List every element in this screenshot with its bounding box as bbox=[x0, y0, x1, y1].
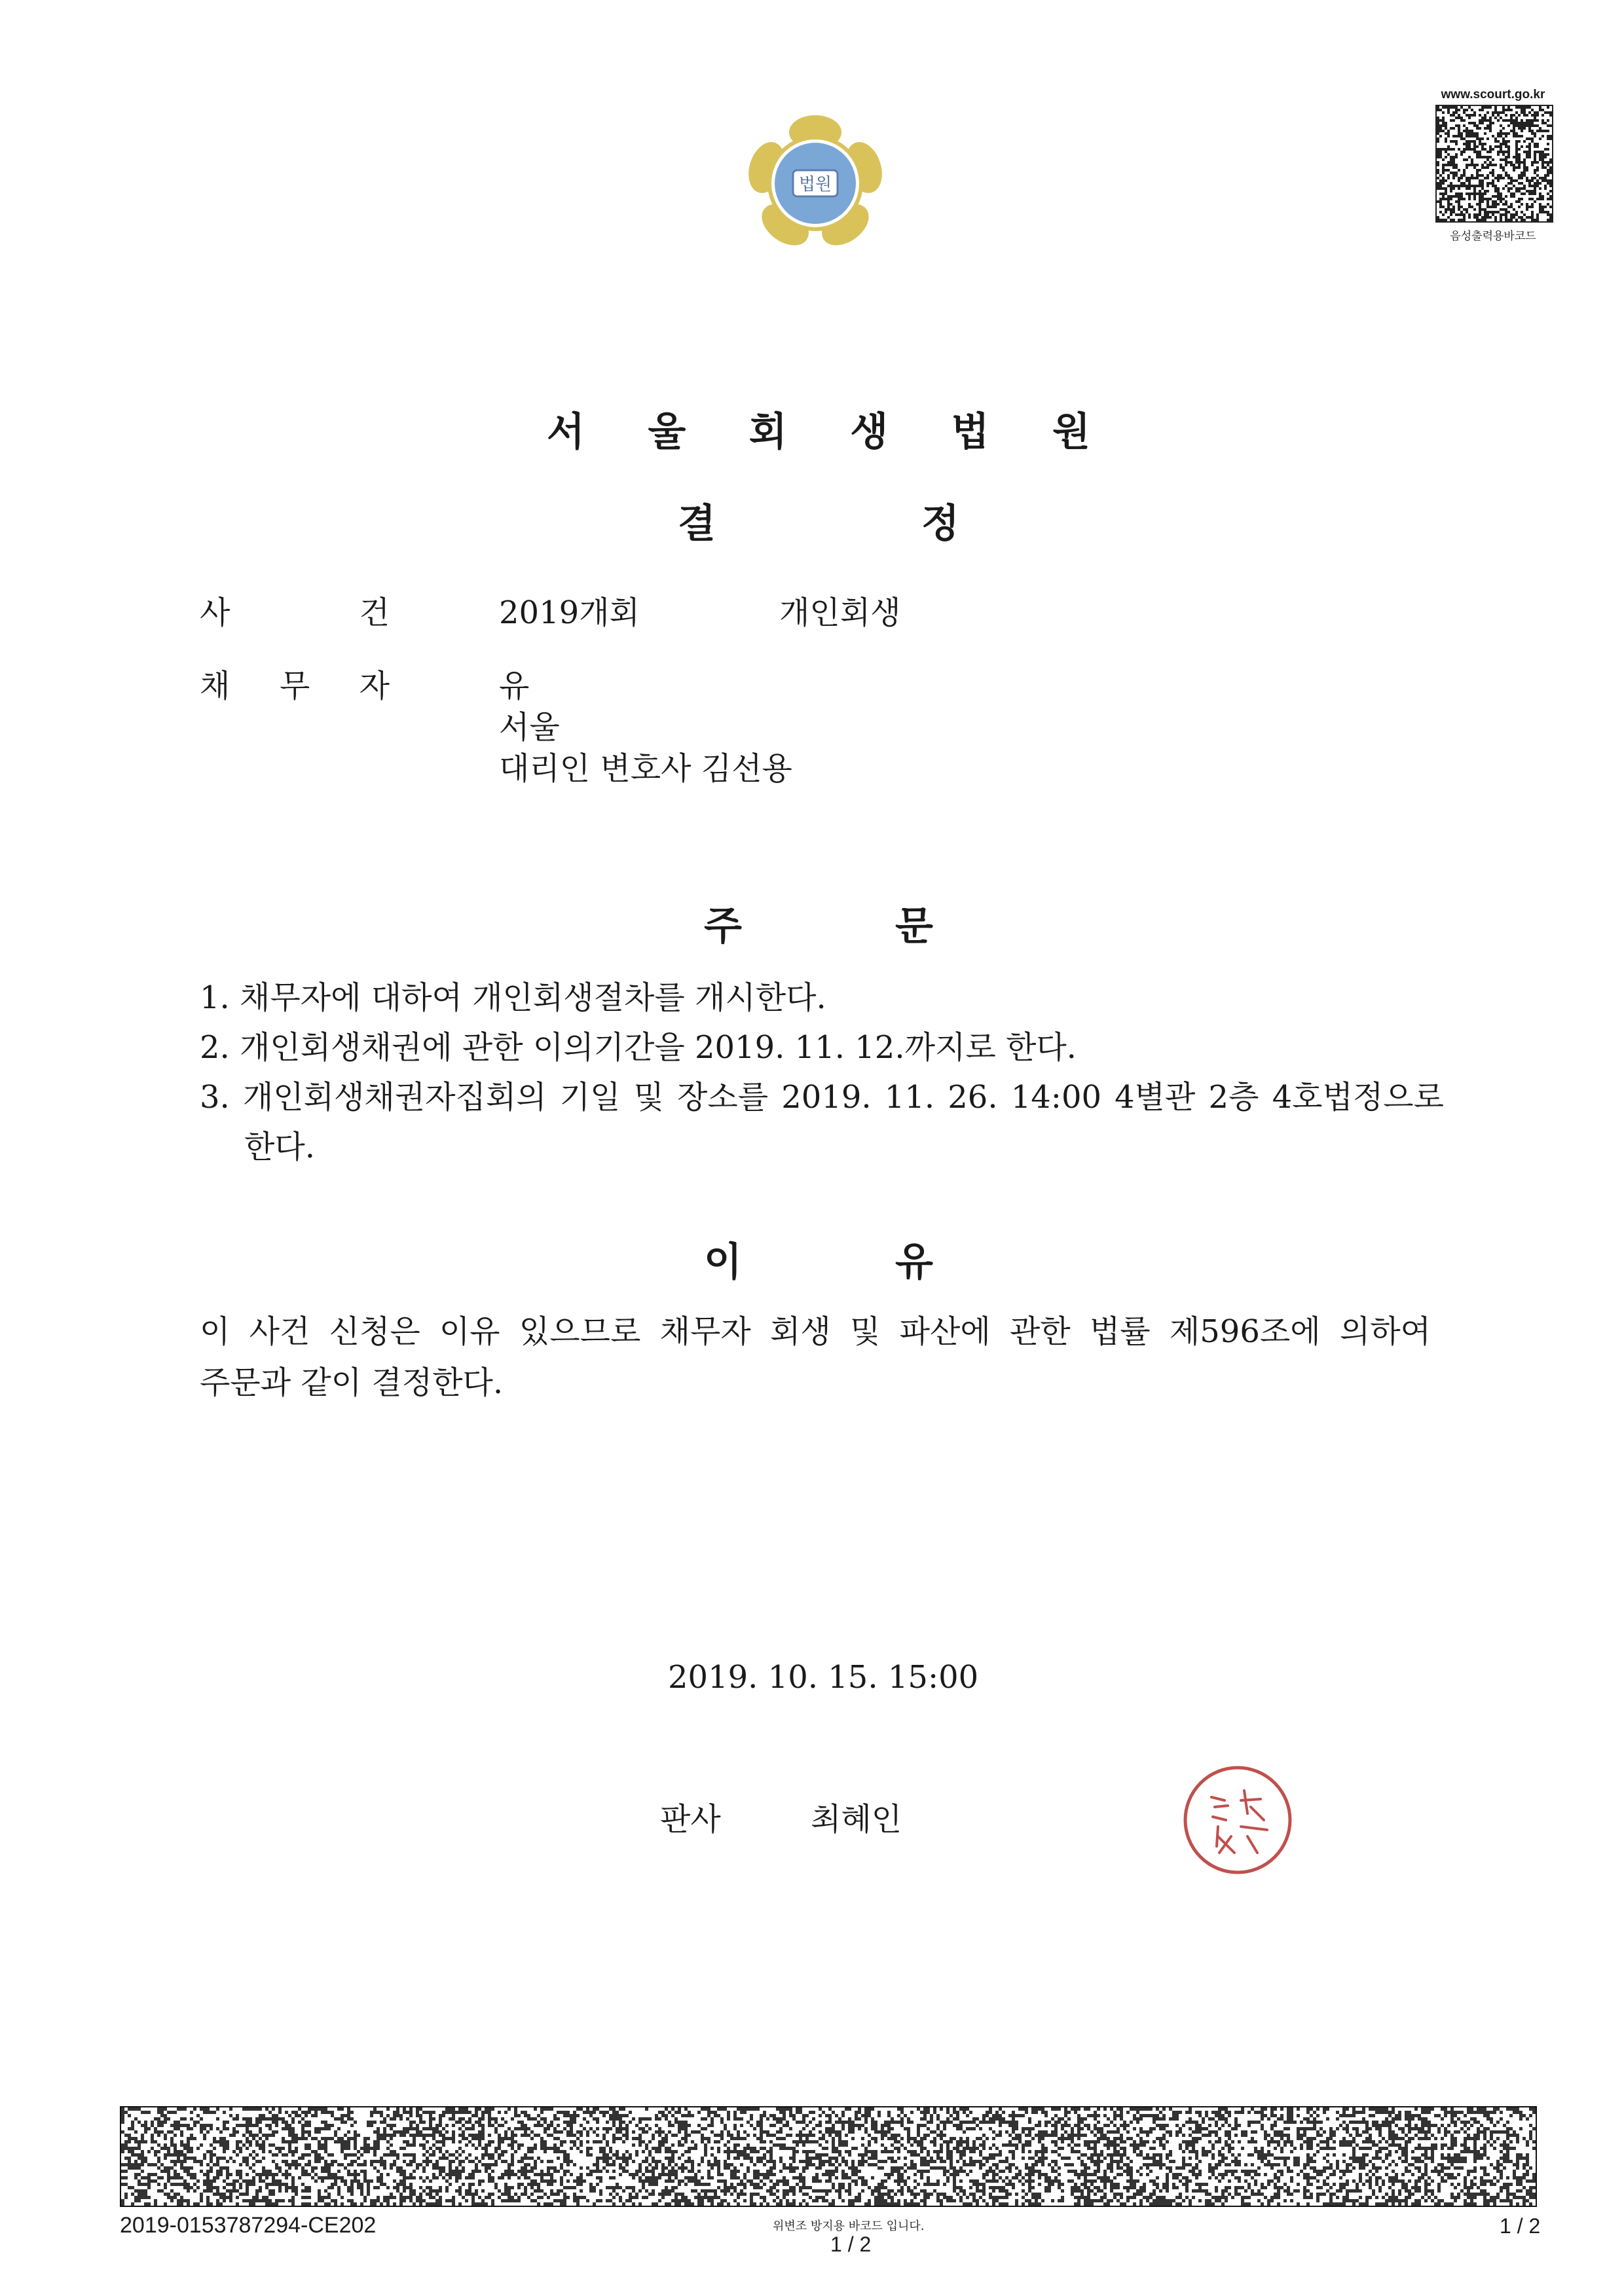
document-number: 2019-0153787294-CE202 bbox=[120, 2213, 377, 2238]
case-label bbox=[200, 594, 390, 631]
qr-code bbox=[1435, 105, 1553, 223]
order-word: 2019. bbox=[781, 1079, 872, 1116]
debtor-name: 유 bbox=[499, 668, 530, 704]
decision-date: 2019. 10. 15. 15:00 bbox=[668, 1659, 979, 1696]
reason-text-line-1 bbox=[200, 1313, 1431, 1350]
reason-word: 사건 bbox=[249, 1313, 310, 1350]
reason-word: 법률 bbox=[1089, 1313, 1151, 1350]
order-heading bbox=[704, 895, 933, 951]
order-word: 26. bbox=[948, 1079, 998, 1116]
reason-word: 이유 bbox=[439, 1313, 500, 1350]
reason-heading bbox=[704, 1231, 933, 1287]
case-label-char: 사 bbox=[200, 594, 231, 631]
order-word: 기일 bbox=[559, 1079, 621, 1116]
anti-forgery-barcode bbox=[120, 2106, 1537, 2207]
order-item-3 bbox=[200, 1079, 1444, 1116]
reason-text-line-2: 주문과 같이 결정한다. bbox=[200, 1364, 504, 1401]
court-emblem-icon bbox=[737, 105, 894, 262]
court-name-char: 생 bbox=[850, 409, 889, 455]
order-word: 11. bbox=[884, 1079, 935, 1116]
debtor-label-char: 채 bbox=[200, 668, 231, 704]
reason-word: 이 bbox=[200, 1313, 231, 1350]
order-word: 14:00 bbox=[1010, 1079, 1102, 1116]
case-type: 개인회생 bbox=[779, 594, 901, 631]
court-name-char: 서 bbox=[547, 409, 585, 455]
order-word: 3. bbox=[200, 1079, 230, 1116]
debtor-label bbox=[200, 670, 390, 702]
reason-word: 회생 bbox=[769, 1313, 831, 1350]
reason-heading-char: 이 bbox=[704, 1239, 742, 1285]
reason-word: 관한 bbox=[1009, 1313, 1071, 1350]
court-name-char: 원 bbox=[1052, 409, 1090, 455]
court-name-char: 울 bbox=[648, 409, 686, 455]
debtor-address: 서울 bbox=[499, 709, 560, 746]
barcode-caption: 위변조 방지용 바코드 입니다. bbox=[773, 2219, 925, 2233]
reason-word: 제596조에 bbox=[1169, 1313, 1321, 1350]
judge-seal-icon bbox=[1179, 1761, 1297, 1879]
reason-word: 채무자 bbox=[659, 1313, 751, 1350]
debtor-label-char: 자 bbox=[359, 668, 390, 704]
order-word: 개인회생채권자집회의 bbox=[242, 1079, 547, 1116]
debtor-agent: 대리인 변호사 김선용 bbox=[499, 750, 792, 787]
judge-name: 최혜인 bbox=[811, 1801, 902, 1838]
court-name-char: 회 bbox=[748, 409, 787, 455]
order-word: 4별관 bbox=[1115, 1079, 1196, 1116]
document-title bbox=[678, 492, 959, 549]
reason-heading-char: 유 bbox=[895, 1239, 933, 1285]
order-item-1: 1. 채무자에 대하여 개인회생절차를 개시한다. bbox=[200, 979, 826, 1016]
debtor-label-char: 무 bbox=[279, 668, 310, 704]
emblem-text: 법원 bbox=[798, 175, 832, 194]
reason-word: 있으므로 bbox=[519, 1313, 641, 1350]
qr-caption: 음성출력용바코드 bbox=[1450, 230, 1536, 242]
reason-word: 파산에 bbox=[899, 1313, 991, 1350]
order-heading-char: 주 bbox=[704, 903, 742, 949]
order-word: 4호법정으로 bbox=[1272, 1079, 1444, 1116]
reason-word: 신청은 bbox=[329, 1313, 420, 1350]
order-heading-char: 문 bbox=[895, 903, 933, 949]
reason-word: 및 bbox=[849, 1313, 881, 1350]
court-name bbox=[547, 401, 1090, 457]
title-char: 정 bbox=[921, 501, 959, 547]
order-word: 및 bbox=[633, 1079, 664, 1116]
case-label-char: 건 bbox=[359, 594, 390, 631]
qr-url: www.scourt.go.kr bbox=[1441, 88, 1545, 101]
title-char: 결 bbox=[678, 501, 716, 547]
order-word: 장소를 bbox=[677, 1079, 769, 1116]
page-number-center: 1 / 2 bbox=[830, 2232, 872, 2256]
order-item-3-continuation: 한다. bbox=[244, 1129, 315, 1165]
judge-title: 판사 bbox=[660, 1801, 721, 1838]
case-number: 2019개회 bbox=[499, 594, 640, 631]
reason-word: 의하여 bbox=[1339, 1313, 1431, 1350]
court-name-char: 법 bbox=[951, 409, 989, 455]
page-number-right: 1 / 2 bbox=[1500, 2214, 1541, 2238]
order-word: 2층 bbox=[1208, 1079, 1259, 1116]
order-item-2: 2. 개인회생채권에 관한 이의기간을 2019. 11. 12.까지로 한다. bbox=[200, 1029, 1077, 1066]
